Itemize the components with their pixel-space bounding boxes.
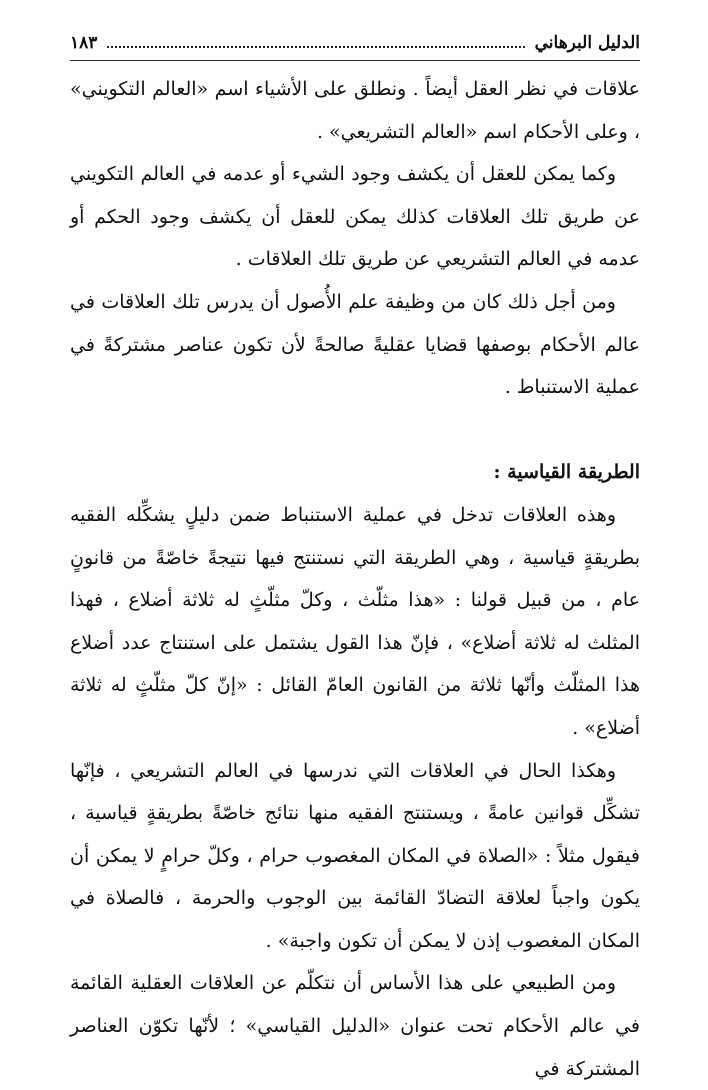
section-heading: الطريقة القياسية :: [493, 461, 640, 484]
header-divider: [70, 60, 640, 61]
paragraph-6: ومن الطبيعي على هذا الأساس أن نتكلّم عن العلاقات العقلية القائمة في عالم الأحكام تحت عنوان «الدليل القياسي» ؛ لأنّها تكوّن العناصر المشتركة في: [70, 972, 640, 1080]
paragraph-3: ومن أجل ذلك كان من وظيفة علم الأُصول أن يدرس تلك العلاقات في عالم الأحكام بوصفها قضايا عقليةً صالحةً لأن تكون عناصر مشتركةً في عملية الاستنباط .: [70, 290, 640, 399]
page-number: ١٨٣: [70, 33, 98, 53]
paragraph-1: علاقات في نظر العقل أيضاً . ونطلق على الأشياء اسم «العالم التكويني» ، وعلى الأحكام اسم «العالم التشريعي» .: [70, 78, 640, 143]
running-header: [70, 28, 640, 58]
dot-leader: [107, 46, 524, 48]
paragraph-4: وهذه العلاقات تدخل في عملية الاستنباط ضمن دليلٍ يشكِّله الفقيه بطريقةٍ قياسية ، وهي الطريقة التي نستنتج فيها نتيجةً خاصّةً من قانونٍ عام ، من قبيل قولنا : «هذا مثلّث ، وكلّ مثلّثٍ له ثلاثة أضلاع ، فهذا المثلث له ثلاثة أضلاع» ، فإنّ هذا القول يشتمل على استنتاج عدد أضلاع هذا المثلّث وأنّها ثلاثة من القانون العامّ القائل : «إنّ كلّ مثلّثٍ له ثلاثة أضلاع» .: [70, 503, 640, 739]
paragraph-2: وكما يمكن للعقل أن يكشف وجود الشيء أو عدمه في العالم التكويني عن طريق تلك العلاقات كذلك يمكن للعقل أن يكشف وجود الحكم أو عدمه في العالم التشريعي عن طريق تلك العلاقات .: [70, 163, 640, 271]
paragraph-5: وهكذا الحال في العلاقات التي ندرسها في العالم التشريعي ، فإنّها تشكِّل قوانين عامةً ، ويستنتج الفقيه منها نتائج خاصّةً بطريقةٍ قياسية ، فيقول مثلاً : «الصلاة في المكان المغصوب حرام ، وكلّ حرامٍ لا يمكن أن يكون واجباً لعلاقة التضادّ القائمة بين الوجوب والحرمة ، فالصلاة في المكان المغصوب إذن لا يمكن أن تكون واجبة» .: [70, 759, 640, 952]
chapter-title: الدليل البرهاني: [534, 33, 640, 53]
section-spacer: [70, 409, 640, 452]
body-text: [70, 68, 640, 1090]
